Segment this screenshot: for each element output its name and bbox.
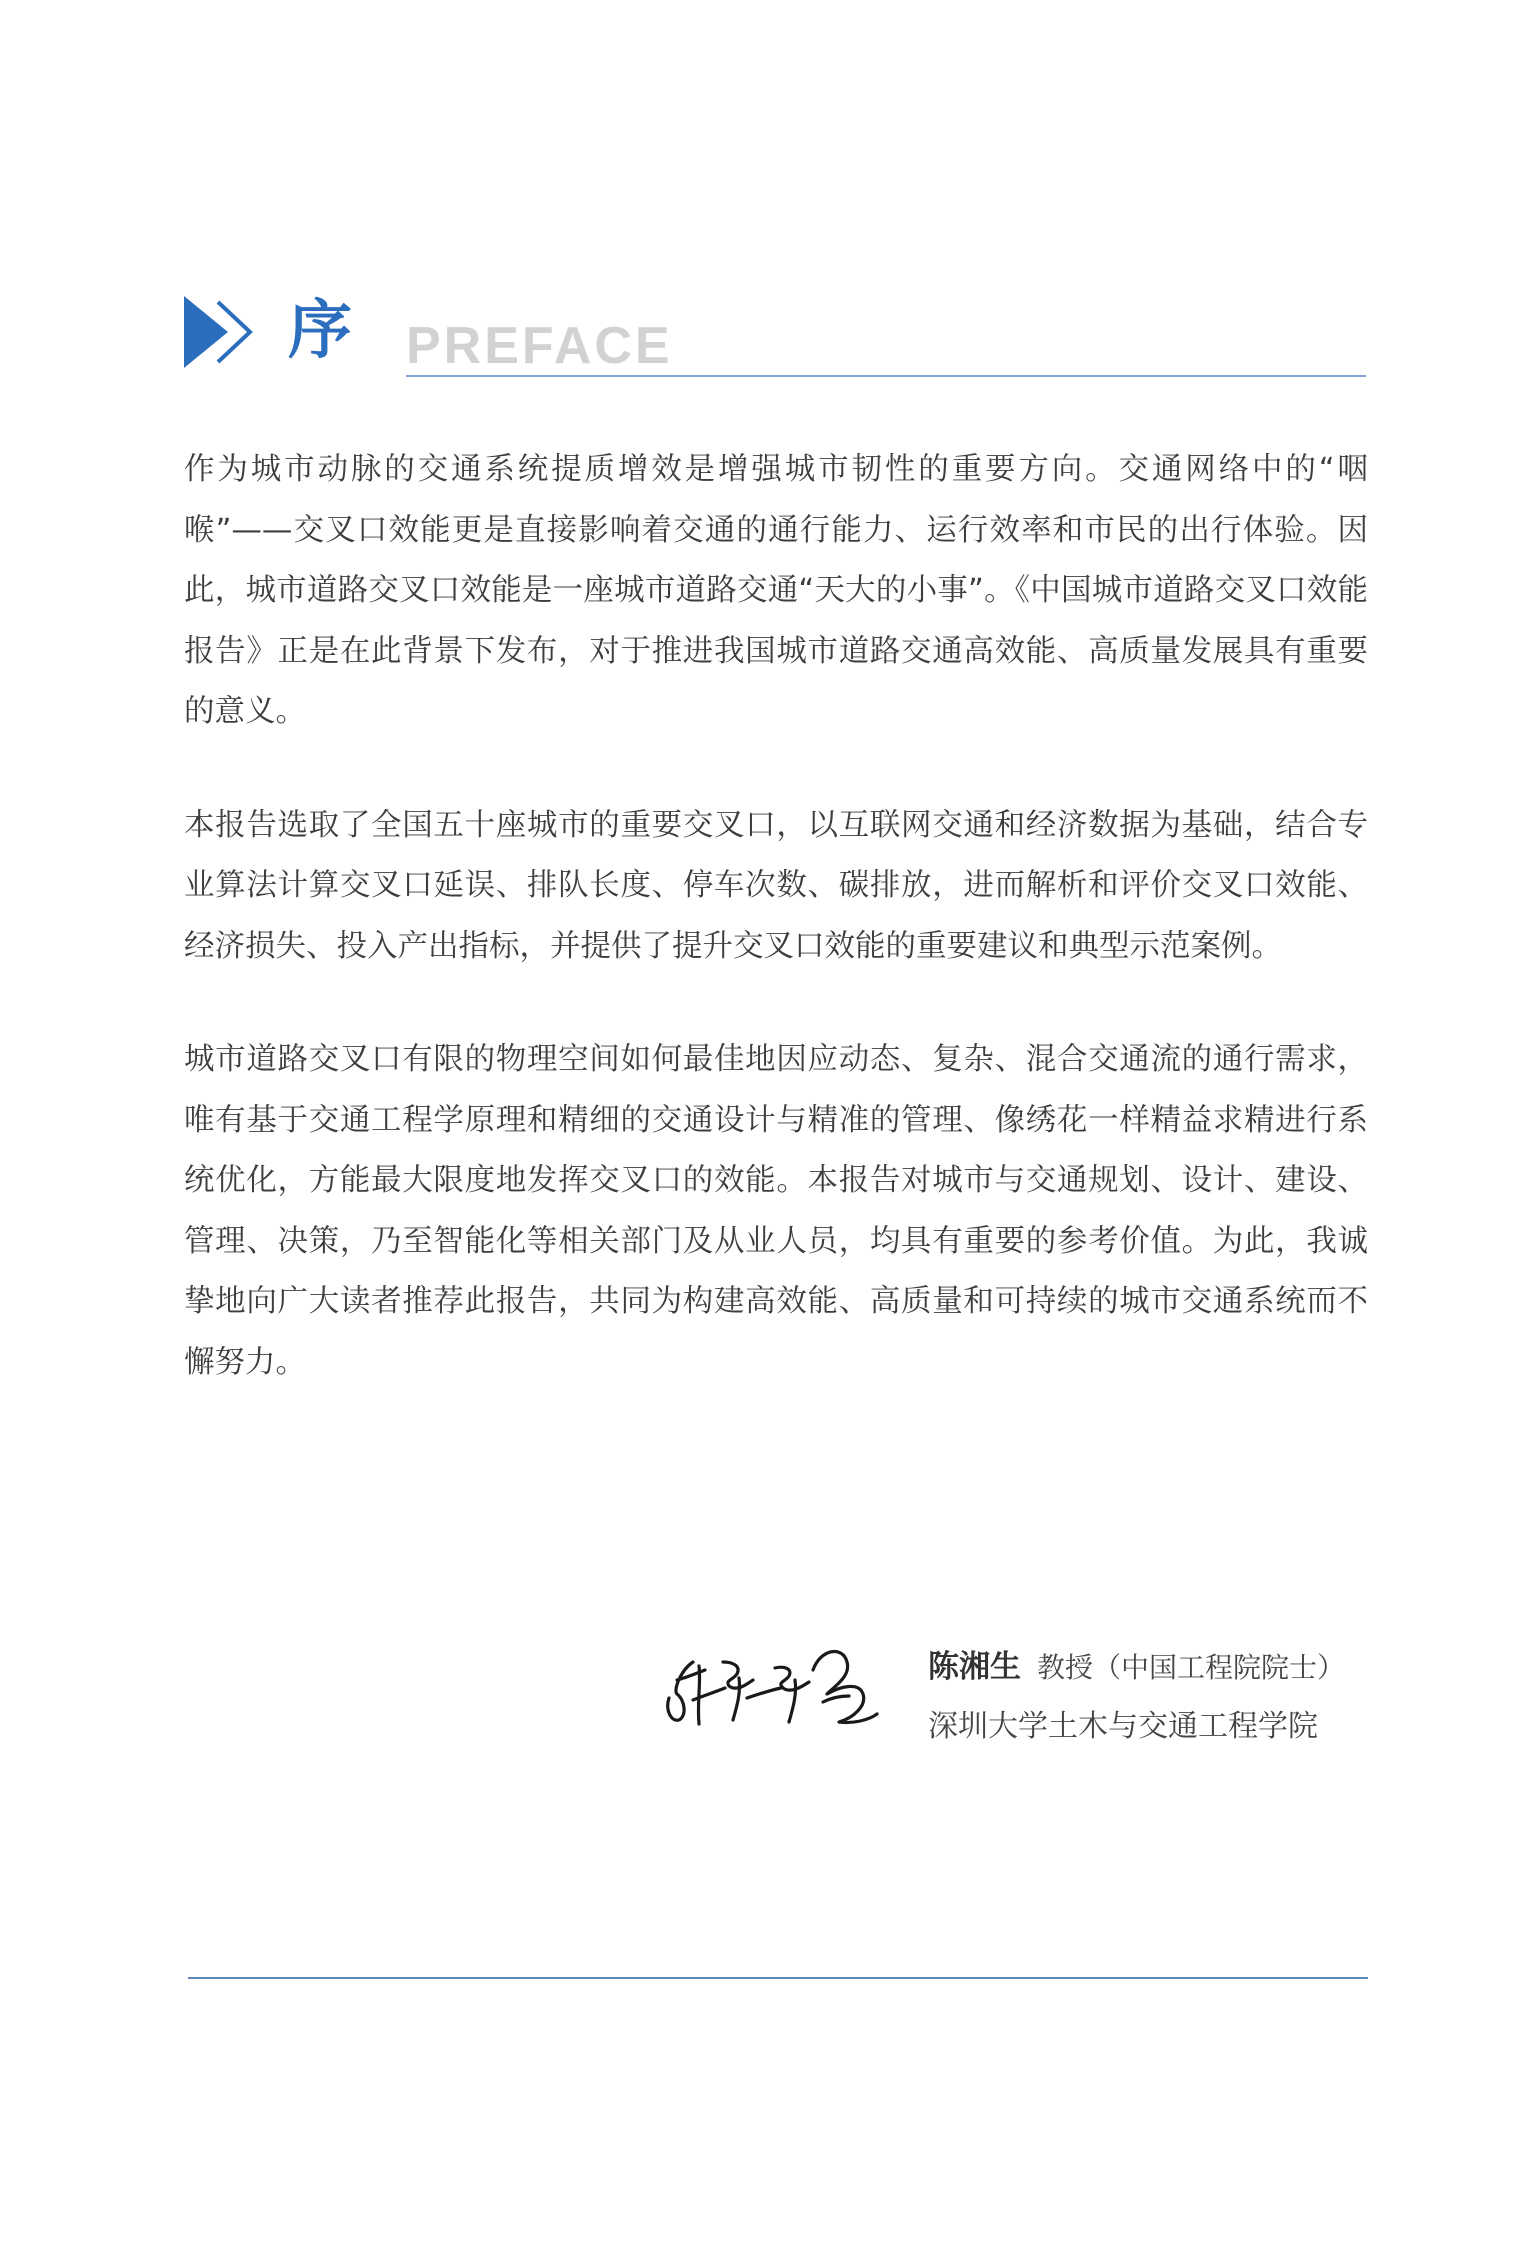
preface-body <box>184 440 1368 1446</box>
handwritten-signature <box>663 1640 881 1732</box>
signature-name-line <box>928 1646 1345 1693</box>
author-affiliation: 深圳大学土木与交通工程学院 <box>928 1709 1318 1744</box>
page-title: 序 <box>288 294 352 368</box>
paragraph: 作为城市动脉的交通系统提质增效是增强城市韧性的重要方向。交通网络中的“咽喉”——交叉口效能更是直接影响着交通的通行能力、运行效率和市民的出行体验。因此，城市道路交叉口效能是一座城市道路交通“天大的小事”。《中国城市道路交叉口效能报告》正是在此背景下发布，对于推进我国城市道路交通高效能、高质量发展具有重要的意义。 <box>184 452 1368 729</box>
author-title: 教授（中国工程院院士） <box>1037 1651 1346 1684</box>
footer-divider <box>188 1977 1368 1979</box>
page-subtitle: PREFACE <box>406 317 673 375</box>
paragraph: 城市道路交叉口有限的物理空间如何最佳地因应动态、复杂、混合交通流的通行需求，唯有基于交通工程学原理和精细的交通设计与精准的管理、像绣花一样精益求精进行系统优化，方能最大限度地发挥交叉口的效能。本报告对城市与交通规划、设计、建设、管理、决策，乃至智能化等相关部门及从业人员，均具有重要的参考价值。为此，我诚挚地向广大读者推荐此报告，共同为构建高效能、高质量和可持续的城市交通系统而不懈努力。 <box>184 1042 1368 1380</box>
author-name: 陈湘生 <box>928 1649 1021 1685</box>
preface-header <box>184 296 1366 378</box>
double-chevron-right-icon <box>184 296 254 368</box>
paragraph: 本报告选取了全国五十座城市的重要交叉口，以互联网交通和经济数据为基础，结合专业算法计算交叉口延误、排队长度、停车次数、碳排放，进而解析和评价交叉口效能、经济损失、投入产出指标，并提供了提升交叉口效能的重要建议和典型示范案例。 <box>184 807 1368 964</box>
header-divider <box>406 375 1366 377</box>
